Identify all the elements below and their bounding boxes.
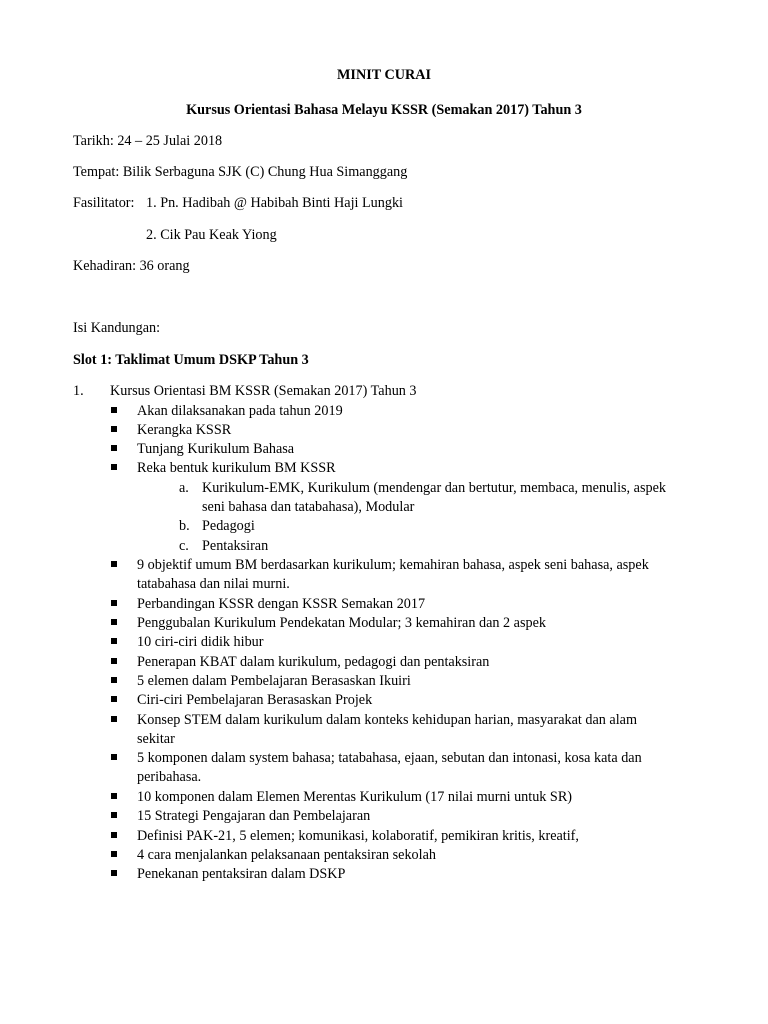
sub-item-text: Pedagogi — [202, 518, 255, 534]
bullet-text: Konsep STEM dalam kurikulum dalam konteks kehidupan harian, masyarakat dan alam — [137, 712, 637, 728]
fasilitator-1: 1. Pn. Hadibah @ Habibah Binti Haji Lungki — [146, 195, 403, 211]
sub-item-label: c. — [179, 538, 189, 554]
document-subtitle: Kursus Orientasi Bahasa Melayu KSSR (Semakan 2017) Tahun 3 — [186, 102, 582, 118]
bullet-marker — [111, 677, 117, 683]
bullet-text: Penerapan KBAT dalam kurikulum, pedagogi dan pentaksiran — [137, 654, 490, 670]
bullet-marker — [111, 638, 117, 644]
item-number: 1. — [73, 383, 84, 399]
bullet-text: Tunjang Kurikulum Bahasa — [137, 441, 295, 457]
bullet-marker — [111, 832, 117, 838]
fasilitator-2: 2. Cik Pau Keak Yiong — [146, 227, 277, 243]
document-title: MINIT CURAI — [337, 67, 431, 83]
bullet-marker — [111, 445, 117, 451]
sub-item-text-cont: seni bahasa dan tatabahasa), Modular — [202, 499, 415, 515]
bullet-marker — [111, 812, 117, 818]
bullet-text: 10 komponen dalam Elemen Merentas Kurikulum (17 nilai murni untuk SR) — [137, 789, 573, 805]
bullet-text-cont: sekitar — [137, 731, 175, 747]
bullet-text: Reka bentuk kurikulum BM KSSR — [137, 460, 336, 476]
sub-item-label: b. — [179, 518, 190, 534]
bullet-text: 5 elemen dalam Pembelajaran Berasaskan Ikuiri — [137, 673, 411, 689]
bullet-marker — [111, 464, 117, 470]
bullet-marker — [111, 600, 117, 606]
kehadiran-line: Kehadiran: 36 orang — [73, 258, 190, 274]
tempat-line: Tempat: Bilik Serbaguna SJK (C) Chung Hua Simanggang — [73, 164, 408, 180]
bullet-marker — [111, 716, 117, 722]
bullet-text-cont: tatabahasa dan nilai murni. — [137, 576, 290, 592]
bullet-text: 5 komponen dalam system bahasa; tatabahasa, ejaan, sebutan dan intonasi, kosa kata dan — [137, 750, 642, 766]
fasilitator-label: Fasilitator: — [73, 195, 135, 211]
slot-heading: Slot 1: Taklimat Umum DSKP Tahun 3 — [73, 352, 309, 368]
bullet-text: Penekanan pentaksiran dalam DSKP — [137, 866, 346, 882]
tarikh-line: Tarikh: 24 – 25 Julai 2018 — [73, 133, 223, 149]
bullet-marker — [111, 793, 117, 799]
bullet-text: 15 Strategi Pengajaran dan Pembelajaran — [137, 808, 371, 824]
bullet-text: Perbandingan KSSR dengan KSSR Semakan 2017 — [137, 596, 426, 612]
bullet-text: Penggubalan Kurikulum Pendekatan Modular; 3 kemahiran dan 2 aspek — [137, 615, 546, 631]
bullet-marker — [111, 561, 117, 567]
bullet-marker — [111, 754, 117, 760]
bullet-marker — [111, 426, 117, 432]
bullet-marker — [111, 407, 117, 413]
item-text: Kursus Orientasi BM KSSR (Semakan 2017) Tahun 3 — [110, 383, 417, 399]
bullet-marker — [111, 851, 117, 857]
bullet-text: Kerangka KSSR — [137, 422, 232, 438]
bullet-marker — [111, 696, 117, 702]
bullet-text-cont: peribahasa. — [137, 769, 202, 785]
bullet-text: 9 objektif umum BM berdasarkan kurikulum; kemahiran bahasa, aspek seni bahasa, aspek — [137, 557, 649, 573]
sub-item-text: Pentaksiran — [202, 538, 269, 554]
bullet-text: 4 cara menjalankan pelaksanaan pentaksiran sekolah — [137, 847, 436, 863]
bullet-text: 10 ciri-ciri didik hibur — [137, 634, 264, 650]
bullet-text: Akan dilaksanakan pada tahun 2019 — [137, 403, 343, 419]
bullet-marker — [111, 870, 117, 876]
sub-item-text: Kurikulum-EMK, Kurikulum (mendengar dan bertutur, membaca, menulis, aspek — [202, 480, 666, 496]
isi-kandungan-label: Isi Kandungan: — [73, 320, 161, 336]
sub-item-label: a. — [179, 480, 189, 496]
bullet-text: Definisi PAK-21, 5 elemen; komunikasi, kolaboratif, pemikiran kritis, kreatif, — [137, 828, 579, 844]
bullet-marker — [111, 658, 117, 664]
bullet-text: Ciri-ciri Pembelajaran Berasaskan Projek — [137, 692, 373, 708]
bullet-marker — [111, 619, 117, 625]
